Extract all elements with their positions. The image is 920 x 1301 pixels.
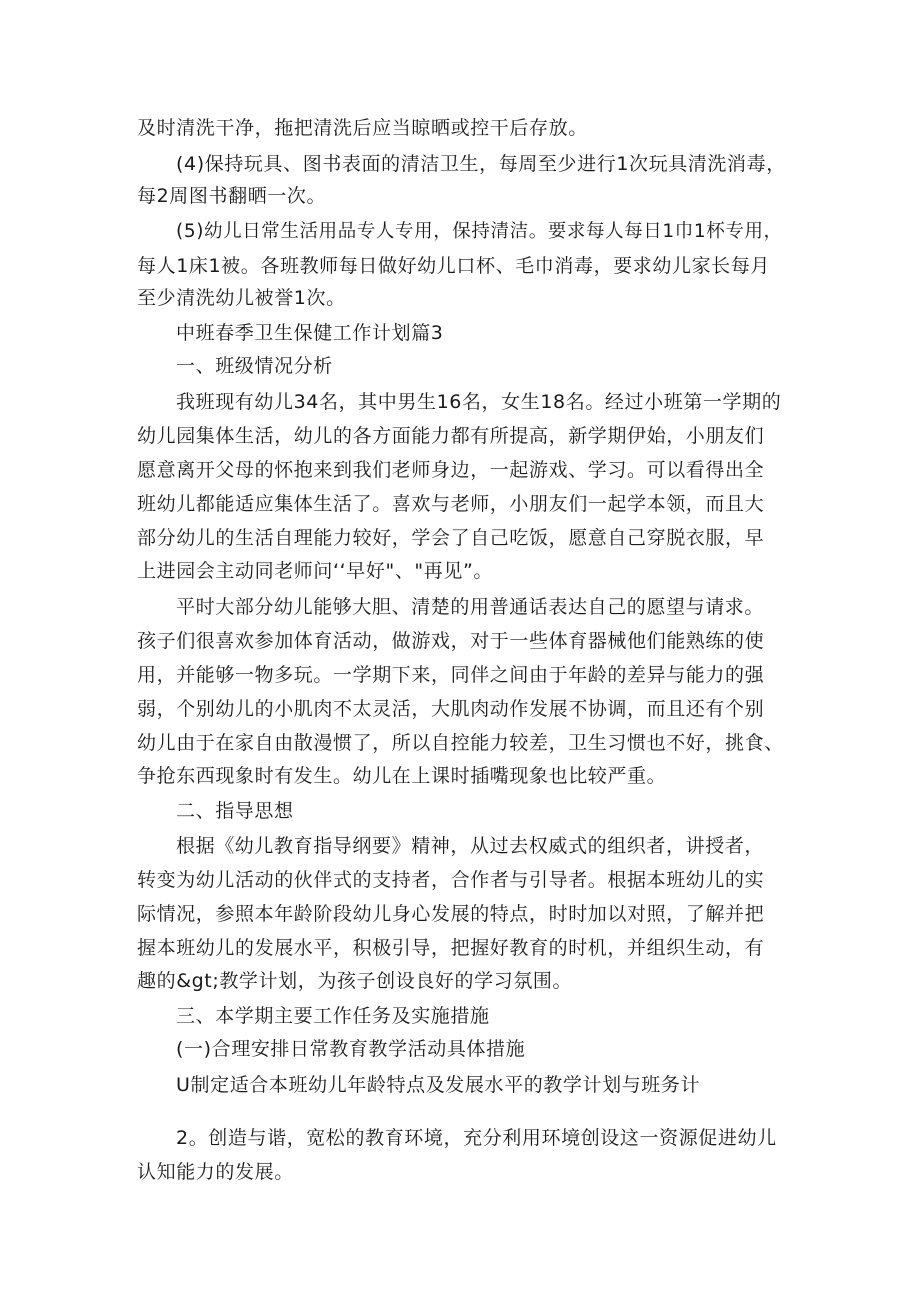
- text-line: 班幼儿都能适应集体生活了。喜欢与老师，小朋友们一起学本领，而且大: [137, 493, 765, 515]
- text-line: 握本班幼儿的发展水平，积极引导，把握好教育的时机，并组织生动，有: [137, 937, 765, 959]
- text-line: (5)幼儿日常生活用品专人专用，保持清洁。要求每人每日1巾1杯专用，: [176, 221, 783, 242]
- text-line: (4)保持玩具、图书表面的清洁卫生，每周至少进行1次玩具清洗消毒，: [176, 153, 786, 175]
- section-title: 中班春季卫生保健工作计划篇3: [176, 322, 444, 344]
- text-line: 争抢东西现象时有发生。幼儿在上课时插嘴现象也比较严重。: [137, 765, 667, 787]
- text-line: 际情况，参照本年龄阶段幼儿身心发展的特点，时时加以对照，了解并把: [137, 903, 765, 925]
- section-heading: 三、本学期主要工作任务及实施措施: [176, 1005, 490, 1027]
- sub-heading: (一)合理安排日常教育教学活动具体措施: [176, 1038, 526, 1060]
- text-line: 我班现有幼儿34名，其中男生16名，女生18名。经过小班第一学期的: [176, 391, 782, 413]
- text-line: 孩子们很喜欢参加体育活动，做游戏，对于一些体育器械他们能熟练的使: [137, 630, 765, 652]
- text-line: 至少清洗幼儿被誉1次。: [137, 287, 346, 309]
- text-line: 2。创造与谐，宽松的教育环境，充分利用环境创设这一资源促进幼儿: [176, 1127, 777, 1149]
- text-line: 趣的&gt;教学计划，为孩子创设良好的学习氛围。: [137, 970, 573, 992]
- text-line: 每2周图书翻晒一次。: [137, 185, 327, 207]
- text-line: 愿意离开父母的怀抱来到我们老师身边，一起游戏、学习。可以看得出全: [137, 459, 765, 481]
- text-line: 上进园会主动同老师问‘‘早好"、"再见”。: [137, 560, 494, 582]
- section-heading: 二、指导思想: [176, 800, 294, 822]
- text-line: 弱，个别幼儿的小肌肉不太灵活，大肌肉动作发展不协调，而且还有个别: [137, 698, 765, 720]
- text-line: 幼儿由于在家自由散漫惯了，所以自控能力较差，卫生习惯也不好，挑食、: [137, 732, 784, 754]
- text-line: 及时清洗干净，拖把清洗后应当晾晒或控干后存放。: [137, 117, 588, 139]
- text-line: 转变为幼儿活动的伙伴式的支持者，合作者与引导者。根据本班幼儿的实: [137, 869, 765, 891]
- text-line: 部分幼儿的生活自理能力较好，学会了自己吃饭，愿意自己穿脱衣服，早: [137, 527, 765, 549]
- text-line: 幼儿园集体生活，幼儿的各方面能力都有所提高，新学期伊始，小朋友们: [137, 425, 765, 447]
- text-line: 认知能力的发展。: [137, 1161, 294, 1183]
- text-line: 平时大部分幼儿能够大胆、清楚的用普通话表达自己的愿望与请求。: [176, 596, 765, 618]
- section-heading: 一、班级情况分析: [176, 355, 333, 377]
- text-line: 根据《幼儿教育指导纲要》精神，从过去权威式的组织者，讲授者，: [176, 835, 765, 857]
- text-line: 用，并能够一物多玩。一学期下来，同伴之间由于年龄的差异与能力的强: [137, 664, 765, 686]
- text-line: U制定适合本班幼儿年龄特点及发展水平的教学计划与班务计: [176, 1074, 701, 1096]
- text-line: 每人1床1被。各班教师每日做好幼儿口杯、毛巾消毒，要求幼儿家长每月: [137, 255, 770, 277]
